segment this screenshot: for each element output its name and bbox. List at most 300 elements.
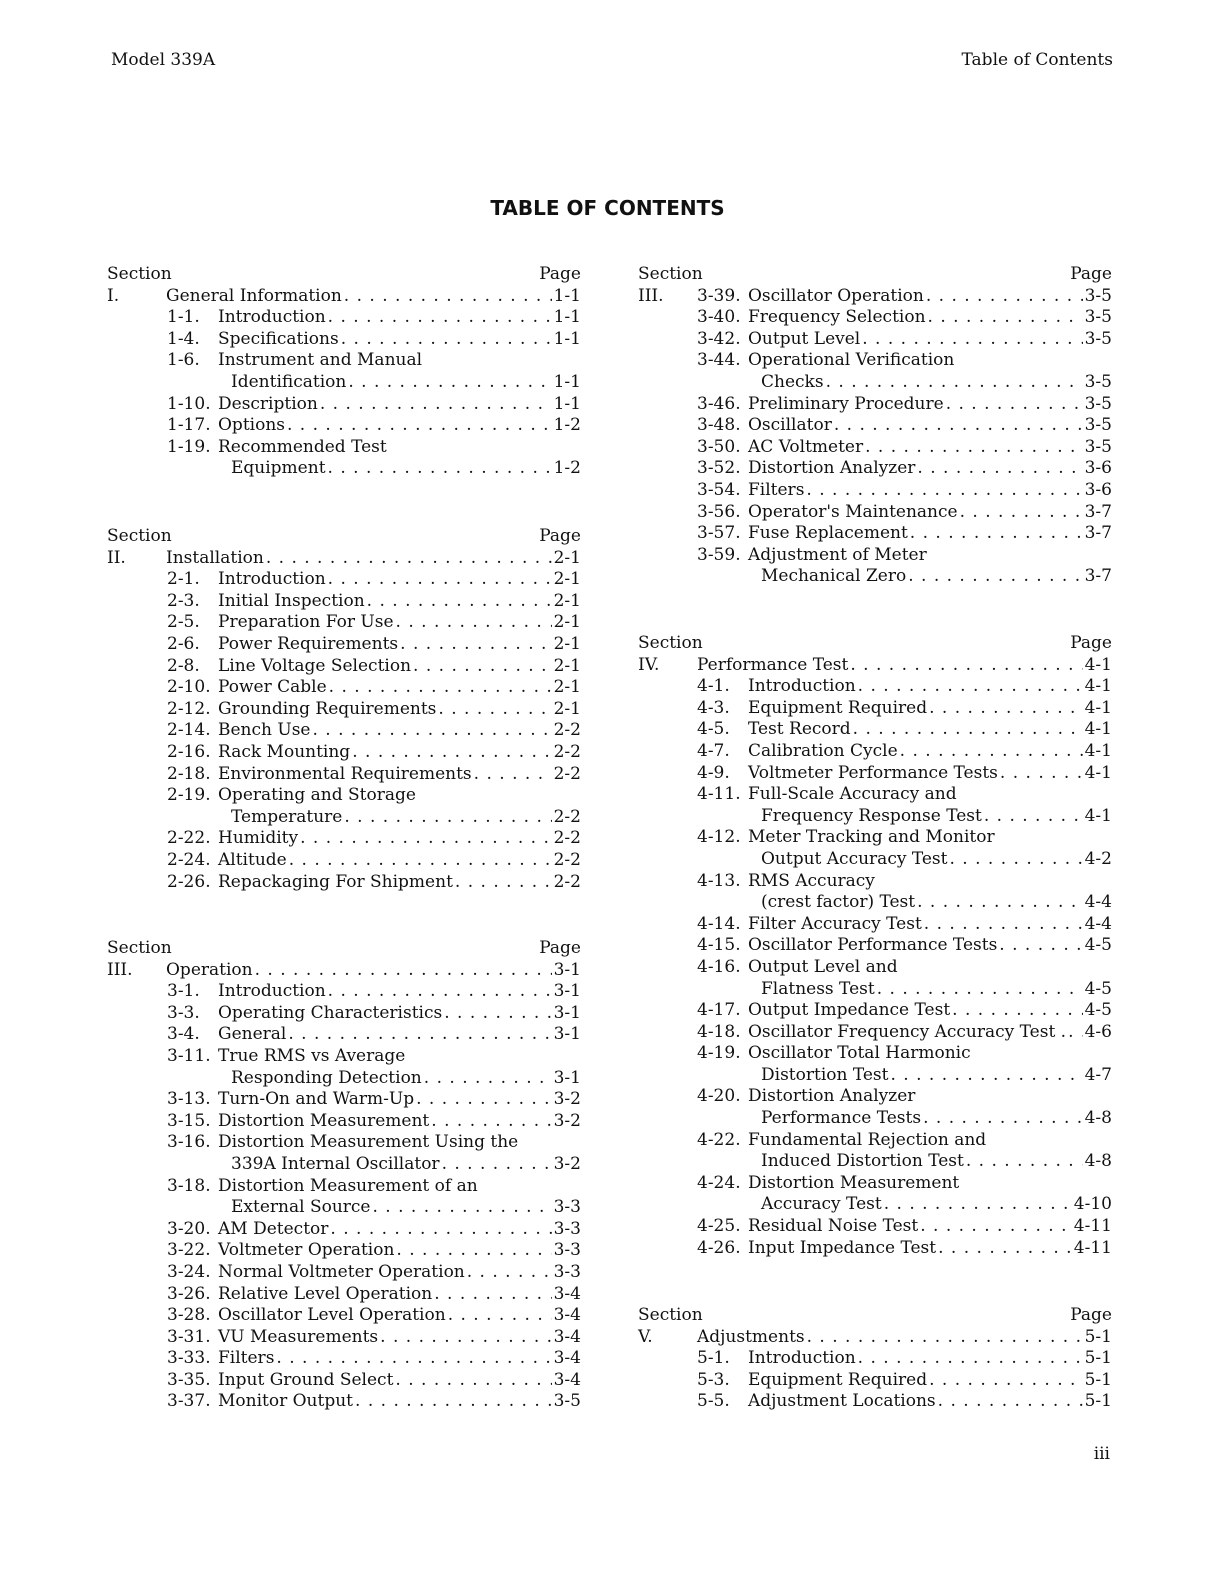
toc-entry xyxy=(638,437,1112,459)
section-numeral: II. xyxy=(107,547,126,568)
entry-number: 2-3. xyxy=(167,590,200,611)
toc-entry xyxy=(638,286,1112,308)
entry-number: 2-16. xyxy=(167,741,211,762)
entry-title: Oscillator Total Harmonic xyxy=(748,1043,971,1064)
toc-entry-continued xyxy=(107,1197,581,1219)
toc-entry xyxy=(107,394,581,416)
entry-page: 4-1 xyxy=(1084,676,1112,697)
entry-page: 2-1 xyxy=(553,569,581,590)
page-label: Page xyxy=(1070,1305,1112,1325)
toc-entry xyxy=(107,569,581,591)
section-title: Adjustments xyxy=(697,1326,805,1347)
entry-number: 3-40. xyxy=(697,307,741,328)
entry-page: 3-4 xyxy=(553,1305,581,1326)
dot-leader xyxy=(917,892,1082,914)
toc-entry xyxy=(107,981,581,1003)
entry-title: Operator's Maintenance xyxy=(748,501,958,522)
entry-page: 3-5 xyxy=(1084,371,1112,392)
entry-number: 4-12. xyxy=(697,827,741,848)
toc-entry xyxy=(107,828,581,850)
toc-entry xyxy=(107,1219,581,1241)
section-numeral: IV. xyxy=(638,654,660,675)
toc-entry xyxy=(107,1391,581,1413)
entry-page: 4-1 xyxy=(1084,740,1112,761)
toc-entry xyxy=(107,1046,581,1068)
toc-entry xyxy=(107,1370,581,1392)
entry-page: 2-2 xyxy=(553,871,581,892)
dot-leader xyxy=(455,872,552,894)
section-title: Operation xyxy=(166,959,253,980)
toc-entry xyxy=(638,480,1112,502)
entry-number: 4-5. xyxy=(697,719,730,740)
entry-page: 2-2 xyxy=(553,806,581,827)
section-column-header xyxy=(107,526,581,548)
entry-page: 3-3 xyxy=(553,1240,581,1261)
dot-leader xyxy=(923,1108,1083,1130)
page-label: Page xyxy=(1070,264,1112,284)
entry-number: 4-25. xyxy=(697,1216,741,1237)
entry-title: Bench Use xyxy=(218,720,311,741)
toc-entry-continued xyxy=(638,372,1112,394)
entry-page: 1-1 xyxy=(553,393,581,414)
entry-title: Relative Level Operation xyxy=(218,1283,433,1304)
entry-title: Accuracy Test xyxy=(761,1194,882,1215)
toc-entry xyxy=(107,677,581,699)
section-title-row xyxy=(107,548,581,570)
page-label: Page xyxy=(539,264,581,284)
entry-number: 1-10. xyxy=(167,393,211,414)
dot-leader xyxy=(858,676,1083,698)
dot-leader xyxy=(474,764,552,786)
entry-title: Full-Scale Accuracy and xyxy=(748,784,957,805)
dot-leader xyxy=(355,1391,552,1413)
entry-title: Initial Inspection xyxy=(218,590,365,611)
entry-title: Fuse Replacement xyxy=(748,523,908,544)
dot-leader xyxy=(380,1327,551,1349)
entry-page: 3-5 xyxy=(1084,285,1112,306)
toc-entry xyxy=(638,1000,1112,1022)
entry-title: Equipment Required xyxy=(748,1369,928,1390)
dot-leader xyxy=(1068,1022,1083,1044)
dot-leader xyxy=(928,307,1083,329)
entry-page: 5-1 xyxy=(1084,1391,1112,1412)
toc-entry-continued xyxy=(638,1108,1112,1130)
entry-page: 2-2 xyxy=(553,720,581,741)
entry-title: Adjustment of Meter xyxy=(748,544,927,565)
dot-leader xyxy=(320,394,552,416)
entry-page: 2-1 xyxy=(553,633,581,654)
dot-leader xyxy=(255,960,552,982)
toc-entry-continued xyxy=(638,979,1112,1001)
entry-title: Residual Noise Test xyxy=(748,1216,919,1237)
entry-page: 3-3 xyxy=(553,1218,581,1239)
toc-entry xyxy=(638,350,1112,372)
entry-page: 3-2 xyxy=(553,1089,581,1110)
toc-entry-continued xyxy=(107,458,581,480)
entry-number: 4-11. xyxy=(697,784,741,805)
entry-title: Distortion Test xyxy=(761,1064,889,1085)
toc-entry xyxy=(107,1111,581,1133)
entry-number: 4-16. xyxy=(697,956,741,977)
toc-entry xyxy=(638,676,1112,698)
entry-title: Temperature xyxy=(231,806,343,827)
dot-leader xyxy=(834,415,1083,437)
entry-title: Filters xyxy=(748,479,805,500)
dot-leader xyxy=(853,719,1083,741)
entry-title: 339A Internal Oscillator xyxy=(231,1153,440,1174)
section-page: 3-1 xyxy=(553,959,581,980)
toc-entry-continued xyxy=(638,566,1112,588)
dot-leader xyxy=(400,634,551,656)
section-label: Section xyxy=(638,633,703,653)
entry-page: 2-1 xyxy=(553,590,581,611)
entry-page: 4-4 xyxy=(1084,892,1112,913)
entry-number: 4-13. xyxy=(697,870,741,891)
entry-title: Distortion Analyzer xyxy=(748,1086,916,1107)
entry-page: 4-1 xyxy=(1084,762,1112,783)
entry-title: Grounding Requirements xyxy=(218,698,437,719)
entry-title: Oscillator Frequency Accuracy Test . xyxy=(748,1021,1067,1042)
entry-number: 3-56. xyxy=(697,501,741,522)
toc-entry xyxy=(638,871,1112,893)
toc-entry xyxy=(638,935,1112,957)
entry-number: 2-5. xyxy=(167,612,200,633)
dot-leader xyxy=(862,329,1082,351)
page-label: Page xyxy=(539,938,581,958)
entry-title: Oscillator Operation xyxy=(748,285,924,306)
header-doc-section: Table of Contents xyxy=(961,50,1113,70)
toc-entry xyxy=(107,1327,581,1349)
entry-title: Power Cable xyxy=(218,677,327,698)
entry-title: Identification xyxy=(231,371,347,392)
entry-page: 4-1 xyxy=(1084,805,1112,826)
entry-page: 3-7 xyxy=(1084,523,1112,544)
dot-leader xyxy=(1000,763,1083,785)
dot-leader xyxy=(330,1219,551,1241)
entry-title: RMS Accuracy xyxy=(748,870,875,891)
toc-entry xyxy=(638,1130,1112,1152)
section-label: Section xyxy=(107,938,172,958)
dot-leader xyxy=(890,1065,1082,1087)
section-column-header xyxy=(107,264,581,286)
entry-number: 2-26. xyxy=(167,871,211,892)
page-label: Page xyxy=(1070,633,1112,653)
section-numeral: III. xyxy=(638,285,664,306)
entry-title: Rack Mounting xyxy=(218,741,351,762)
entry-title: Oscillator Performance Tests xyxy=(748,935,998,956)
toc-entry xyxy=(107,785,581,807)
entry-title: Introduction xyxy=(748,676,856,697)
entry-page: 2-1 xyxy=(553,677,581,698)
entry-title: Mechanical Zero xyxy=(761,566,907,587)
entry-title: Distortion Measurement xyxy=(218,1110,430,1131)
entry-page: 1-1 xyxy=(553,328,581,349)
entry-number: 3-1. xyxy=(167,981,200,1002)
dot-leader xyxy=(858,1348,1083,1370)
entry-page: 3-4 xyxy=(553,1283,581,1304)
entry-number: 3-33. xyxy=(167,1348,211,1369)
toc-entry xyxy=(107,415,581,437)
section-label: Section xyxy=(638,1305,703,1325)
entry-number: 5-1. xyxy=(697,1348,730,1369)
entry-title: Distortion Analyzer xyxy=(748,458,916,479)
entry-title: Responding Detection xyxy=(231,1067,422,1088)
section-numeral: I. xyxy=(107,285,120,306)
entry-page: 5-1 xyxy=(1084,1348,1112,1369)
entry-page: 2-1 xyxy=(553,655,581,676)
dot-leader xyxy=(938,1391,1083,1413)
dot-leader xyxy=(884,1194,1072,1216)
entry-number: 4-14. xyxy=(697,913,741,934)
entry-number: 4-7. xyxy=(697,740,730,761)
toc-entry-continued xyxy=(638,1065,1112,1087)
toc-entry xyxy=(107,591,581,613)
toc-entry xyxy=(107,850,581,872)
dot-leader xyxy=(431,1111,551,1133)
section-page: 4-1 xyxy=(1084,654,1112,675)
toc-entry xyxy=(107,1089,581,1111)
entry-page: 3-5 xyxy=(1084,328,1112,349)
entry-title: Filter Accuracy Test xyxy=(748,913,922,934)
entry-number: 3-20. xyxy=(167,1218,211,1239)
section-column-header xyxy=(638,1305,1112,1327)
entry-number: 1-6. xyxy=(167,350,200,371)
entry-title: Test Record xyxy=(748,719,851,740)
entry-title: Recommended Test xyxy=(218,436,387,457)
dot-leader xyxy=(807,1327,1083,1349)
entry-title: Distortion Measurement of an xyxy=(218,1175,478,1196)
entry-title: Repackaging For Shipment xyxy=(218,871,453,892)
section-title-row xyxy=(638,655,1112,677)
entry-page: 4-8 xyxy=(1084,1151,1112,1172)
section-label: Section xyxy=(638,264,703,284)
section-column-header xyxy=(107,938,581,960)
dot-leader xyxy=(920,1216,1072,1238)
entry-number: 3-4. xyxy=(167,1024,200,1045)
entry-title: VU Measurements xyxy=(218,1326,379,1347)
entry-page: 3-4 xyxy=(553,1348,581,1369)
entry-page: 3-1 xyxy=(553,1067,581,1088)
entry-number: 2-8. xyxy=(167,655,200,676)
page-title: TABLE OF CONTENTS xyxy=(490,196,725,220)
section-title-row xyxy=(107,960,581,982)
toc-entry xyxy=(638,1216,1112,1238)
toc-section xyxy=(107,526,581,893)
entry-title: Output Accuracy Test xyxy=(761,848,948,869)
dot-leader xyxy=(949,849,1082,871)
entry-number: 2-1. xyxy=(167,569,200,590)
dot-leader xyxy=(467,1262,552,1284)
toc-entry xyxy=(107,1024,581,1046)
toc-entry xyxy=(638,1391,1112,1413)
entry-number: 4-22. xyxy=(697,1129,741,1150)
toc-entry xyxy=(638,1370,1112,1392)
entry-page: 2-2 xyxy=(553,828,581,849)
section-title: General Information xyxy=(166,285,342,306)
entry-page: 3-1 xyxy=(553,1002,581,1023)
toc-entry xyxy=(638,1238,1112,1260)
entry-number: 3-52. xyxy=(697,458,741,479)
toc-entry-continued xyxy=(638,892,1112,914)
toc-entry xyxy=(638,307,1112,329)
entry-title: Power Requirements xyxy=(218,633,399,654)
entry-title: Frequency Selection xyxy=(748,307,926,328)
dot-leader xyxy=(960,502,1083,524)
entry-title: Induced Distortion Test xyxy=(761,1151,964,1172)
toc-entry xyxy=(638,329,1112,351)
toc-entry xyxy=(638,458,1112,480)
entry-number: 3-35. xyxy=(167,1369,211,1390)
entry-number: 1-19. xyxy=(167,436,211,457)
entry-number: 2-12. xyxy=(167,698,211,719)
section-numeral: V. xyxy=(638,1326,653,1347)
entry-number: 4-1. xyxy=(697,676,730,697)
header-model: Model 339A xyxy=(111,50,216,70)
toc-entry xyxy=(638,1086,1112,1108)
entry-number: 2-14. xyxy=(167,720,211,741)
entry-number: 4-20. xyxy=(697,1086,741,1107)
dot-leader xyxy=(966,1151,1083,1173)
entry-page: 4-11 xyxy=(1073,1237,1112,1258)
toc-section xyxy=(638,633,1112,1259)
dot-leader xyxy=(926,286,1083,308)
entry-title: Altitude xyxy=(218,849,287,870)
entry-page: 3-5 xyxy=(1084,436,1112,457)
entry-number: 4-9. xyxy=(697,762,730,783)
entry-number: 5-5. xyxy=(697,1391,730,1412)
dot-leader xyxy=(434,1284,551,1306)
entry-title: Description xyxy=(218,393,318,414)
section-column-header xyxy=(638,264,1112,286)
toc-entry xyxy=(638,415,1112,437)
toc-entry xyxy=(638,698,1112,720)
entry-page: 3-5 xyxy=(1084,307,1112,328)
entry-title: Output Impedance Test xyxy=(748,1000,951,1021)
entry-title: Introduction xyxy=(218,307,326,328)
dot-leader xyxy=(850,655,1082,677)
entry-title: Normal Voltmeter Operation xyxy=(218,1261,465,1282)
entry-number: 4-19. xyxy=(697,1043,741,1064)
entry-number: 3-11. xyxy=(167,1045,211,1066)
entry-page: 2-2 xyxy=(553,763,581,784)
entry-number: 3-59. xyxy=(697,544,741,565)
entry-number: 3-15. xyxy=(167,1110,211,1131)
dot-leader xyxy=(300,828,552,850)
section-numeral: III. xyxy=(107,959,133,980)
entry-title: Introduction xyxy=(218,981,326,1002)
toc-section xyxy=(638,1305,1112,1413)
toc-entry-continued xyxy=(638,849,1112,871)
toc-entry xyxy=(107,720,581,742)
entry-title: Humidity xyxy=(218,828,299,849)
entry-title: Fundamental Rejection and xyxy=(748,1129,987,1150)
dot-leader xyxy=(448,1305,552,1327)
entry-title: Preliminary Procedure xyxy=(748,393,944,414)
entry-title: Turn-On and Warm-Up xyxy=(218,1089,415,1110)
entry-number: 4-17. xyxy=(697,1000,741,1021)
entry-number: 3-48. xyxy=(697,415,741,436)
dot-leader xyxy=(329,677,552,699)
section-title: Performance Test xyxy=(697,654,849,675)
toc-entry xyxy=(107,1176,581,1198)
entry-title: Preparation For Use xyxy=(218,612,394,633)
entry-number: 2-6. xyxy=(167,633,200,654)
entry-page: 5-1 xyxy=(1084,1369,1112,1390)
toc-entry xyxy=(107,437,581,459)
entry-number: 3-28. xyxy=(167,1305,211,1326)
entry-title: Input Impedance Test xyxy=(748,1237,937,1258)
entry-page: 4-5 xyxy=(1084,978,1112,999)
dot-leader xyxy=(372,1197,551,1219)
dot-leader xyxy=(952,1000,1082,1022)
entry-title: Meter Tracking and Monitor xyxy=(748,827,995,848)
section-page: 2-1 xyxy=(553,547,581,568)
entry-number: 3-16. xyxy=(167,1132,211,1153)
dot-leader xyxy=(413,656,552,678)
dot-leader xyxy=(266,548,552,570)
entry-title: External Source xyxy=(231,1197,371,1218)
toc-entry xyxy=(107,764,581,786)
entry-page: 4-2 xyxy=(1084,848,1112,869)
entry-page: 4-1 xyxy=(1084,697,1112,718)
entry-number: 1-4. xyxy=(167,328,200,349)
dot-leader xyxy=(367,591,552,613)
dot-leader xyxy=(344,807,551,829)
toc-entry-continued xyxy=(638,806,1112,828)
dot-leader xyxy=(416,1089,552,1111)
section-page: 5-1 xyxy=(1084,1326,1112,1347)
entry-number: 4-26. xyxy=(697,1237,741,1258)
toc-entry xyxy=(638,719,1112,741)
dot-leader xyxy=(328,981,552,1003)
toc-entry xyxy=(638,741,1112,763)
toc-entry xyxy=(638,957,1112,979)
dot-leader xyxy=(288,1024,551,1046)
entry-title: Options xyxy=(218,415,285,436)
dot-leader xyxy=(929,1370,1082,1392)
entry-title: Output Level and xyxy=(748,956,898,977)
toc-entry xyxy=(107,307,581,329)
entry-title: Instrument and Manual xyxy=(218,350,423,371)
entry-number: 4-24. xyxy=(697,1172,741,1193)
toc-entry-continued xyxy=(638,1194,1112,1216)
toc-entry-continued xyxy=(107,807,581,829)
entry-title: AM Detector xyxy=(218,1218,329,1239)
section-label: Section xyxy=(107,526,172,546)
entry-number: 1-17. xyxy=(167,415,211,436)
toc-entry xyxy=(107,872,581,894)
entry-page: 4-10 xyxy=(1073,1194,1112,1215)
dot-leader xyxy=(313,720,552,742)
dot-leader xyxy=(826,372,1083,394)
dot-leader xyxy=(396,1240,551,1262)
dot-leader xyxy=(999,935,1082,957)
toc-entry xyxy=(638,394,1112,416)
entry-page: 3-4 xyxy=(553,1326,581,1347)
entry-title: True RMS vs Average xyxy=(218,1045,406,1066)
entry-title: Input Ground Select xyxy=(218,1369,394,1390)
toc-section xyxy=(638,264,1112,588)
entry-page: 4-5 xyxy=(1084,935,1112,956)
toc-entry xyxy=(107,612,581,634)
entry-number: 4-3. xyxy=(697,697,730,718)
entry-number: 1-1. xyxy=(167,307,200,328)
dot-leader xyxy=(341,329,552,351)
toc-entry xyxy=(107,1240,581,1262)
toc-entry xyxy=(107,1132,581,1154)
entry-title: Frequency Response Test xyxy=(761,805,982,826)
section-title-row xyxy=(107,286,581,308)
